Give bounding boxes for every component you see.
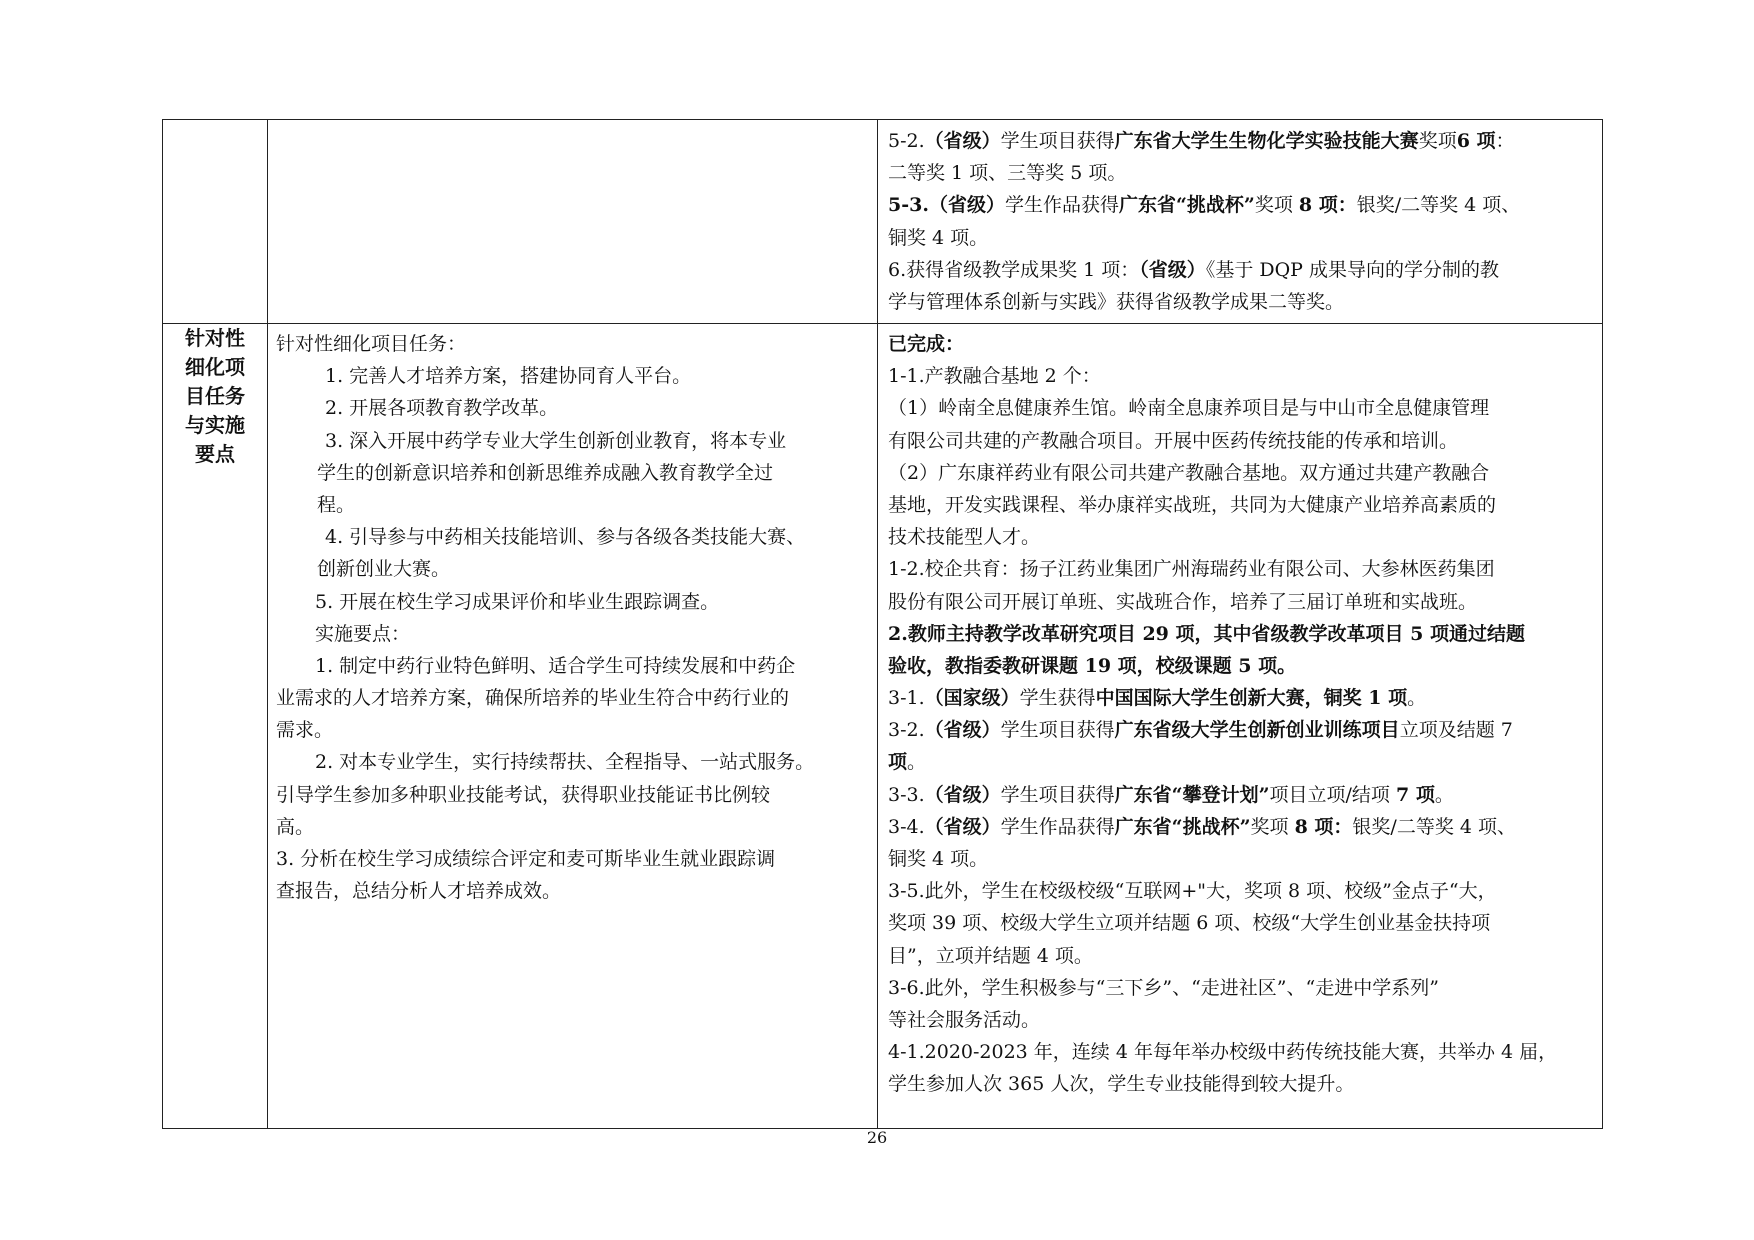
text-run: 3-4. — [888, 815, 925, 838]
row2-tasks-cell — [268, 324, 878, 1129]
text-run: 。 — [907, 751, 927, 774]
text-run: （2）广东康祥药业有限公司共建产教融合基地。双方通过共建产教融合 — [888, 461, 1490, 484]
bold-text-run: 广东省大学生生物化学实验技能大赛 — [1114, 130, 1419, 152]
text-line — [888, 1004, 1596, 1036]
text-run: 学生作品获得 — [1004, 194, 1119, 217]
task-line: 1. 制定中药行业特色鲜明、适合学生可持续发展和中药企 — [315, 654, 796, 677]
text-line — [888, 907, 1596, 939]
bold-text-run: 验收，教指委教研课题 19 项，校级课题 5 项。 — [888, 654, 1297, 677]
text-run: （1）岭南全息健康养生馆。岭南全息康养项目是与中山市全息健康管理 — [888, 397, 1490, 420]
task-line: 5. 开展在校生学习成果评价和毕业生跟踪调查。 — [315, 590, 720, 613]
text-line — [888, 1068, 1596, 1100]
task-line: 学生的创新意识培养和创新思维养成融入教育教学全过 — [317, 461, 774, 484]
text-line — [888, 328, 1596, 360]
text-line — [888, 521, 1596, 553]
text-run: 5-2. — [888, 130, 925, 152]
text-line — [888, 392, 1596, 424]
text-line — [888, 360, 1596, 392]
text-run: 奖项 39 项、校级大学生立项并结题 6 项、校级“大学生创业基金扶持项 — [888, 912, 1491, 935]
task-line: 查报告，总结分析人才培养成效。 — [276, 880, 562, 903]
bold-text-run: 7 项 — [1395, 783, 1435, 806]
table-row — [163, 324, 1603, 1129]
row-label-line: 目任务 — [185, 384, 245, 408]
bold-text-run: 5-3.（省级） — [888, 194, 1005, 217]
text-run: 。 — [1434, 783, 1454, 806]
table-row — [163, 120, 1603, 324]
text-line — [888, 746, 1596, 778]
task-line: 引导学生参加多种职业技能考试，获得职业技能证书比例较 — [276, 783, 771, 806]
text-run: 1-2.校企共育：扬子江药业集团广州海瑞药业有限公司、大参林医药集团 — [888, 558, 1495, 581]
bold-text-run: 8 项： — [1298, 194, 1357, 217]
text-line — [888, 618, 1596, 650]
text-run: 1-1.产教融合基地 2 个： — [888, 365, 1101, 388]
bold-text-run: （国家级） — [924, 687, 1020, 710]
bold-text-run: 中国国际大学生创新大赛，铜奖 1 项 — [1095, 687, 1408, 710]
task-line: 1. 完善人才培养方案，搭建协同育人平台。 — [325, 365, 692, 388]
bold-text-run: （省级） — [924, 783, 1001, 806]
text-line — [888, 972, 1596, 1004]
text-run: 铜奖 4 项。 — [888, 226, 989, 249]
task-line: 4. 引导参与中药相关技能培训、参与各级各类技能大赛、 — [325, 526, 806, 549]
text-line — [888, 811, 1596, 843]
text-line — [888, 779, 1596, 811]
text-run: 奖项 — [1418, 130, 1457, 152]
bold-text-run: 6 项 — [1456, 130, 1496, 152]
task-line: 2. 开展各项教育教学改革。 — [325, 397, 559, 420]
row2-results-cell — [878, 324, 1603, 1129]
row-label-line: 细化项 — [185, 355, 245, 379]
row-label — [163, 324, 267, 469]
task-line: 实施要点： — [315, 622, 411, 645]
page-number: 26 — [866, 1128, 888, 1147]
text-run: 股份有限公司开展订单班、实战班合作，培养了三届订单班和实战班。 — [888, 590, 1478, 613]
text-run: 项目立项/结项 — [1269, 783, 1396, 806]
row1-results-text — [878, 120, 1602, 318]
bold-text-run: 已完成： — [888, 333, 965, 355]
row2-results-text — [878, 324, 1602, 1101]
text-run: 3-1. — [888, 687, 925, 710]
text-run: 学生获得 — [1019, 687, 1096, 710]
bold-text-run: 广东省级大学生创新创业训练项目 — [1114, 719, 1400, 742]
row-label-line: 与实施 — [185, 413, 245, 437]
text-run: 等社会服务活动。 — [888, 1008, 1041, 1031]
task-line: 针对性细化项目任务： — [276, 333, 467, 355]
bold-text-run: （省级） — [924, 815, 1001, 838]
text-run: 学生项目获得 — [1000, 719, 1115, 742]
text-run: 基地，开发实践课程、举办康祥实战班，共同为大健康产业培养高素质的 — [888, 493, 1497, 516]
task-line: 3. 深入开展中药学专业大学生创新创业教育，将本专业 — [325, 429, 787, 452]
text-run: 3-5.此外，学生在校级校级“互联网+"大，奖项 8 项、校级”金点子“大， — [888, 880, 1497, 903]
text-line — [888, 586, 1596, 618]
content-table — [162, 119, 1603, 1129]
text-run: 。 — [1407, 687, 1427, 710]
text-run: 学生项目获得 — [1000, 783, 1115, 806]
text-run: 立项及结题 7 — [1399, 719, 1513, 742]
bold-text-run: 广东省“挑战杯” — [1118, 194, 1255, 217]
task-line: 业需求的人才培养方案，确保所培养的毕业生符合中药行业的 — [276, 687, 790, 710]
text-line — [888, 489, 1596, 521]
text-run: 银奖/二等奖 4 项、 — [1352, 815, 1516, 838]
bold-text-run: （省级） — [924, 719, 1001, 742]
text-run: 6.获得省级教学成果奖 1 项： — [888, 258, 1140, 281]
row1-results-cell — [878, 120, 1603, 324]
text-line — [888, 682, 1596, 714]
text-line — [888, 425, 1596, 457]
text-run: 4-1.2020-2023 年，连续 4 年每年举办校级中药传统技能大赛，共举办 4 届， — [888, 1041, 1558, 1064]
bold-text-run: （省级） — [924, 130, 1001, 152]
task-line: 高。 — [276, 815, 315, 838]
text-run: 3-2. — [888, 719, 925, 742]
text-line — [888, 875, 1596, 907]
text-run: 技术技能型人才。 — [888, 526, 1041, 549]
text-line — [888, 189, 1596, 221]
bold-text-run: （省级） — [1139, 258, 1206, 281]
text-line — [888, 457, 1596, 489]
text-run: 有限公司共建的产教融合项目。开展中医药传统技能的传承和培训。 — [888, 429, 1459, 452]
task-line: 3. 分析在校生学习成绩综合评定和麦可斯毕业生就业跟踪调 — [276, 848, 776, 870]
bold-text-run: 广东省“攀登计划” — [1114, 783, 1270, 806]
text-line — [888, 553, 1596, 585]
text-run: 《基于 DQP 成果导向的学分制的教 — [1205, 258, 1499, 281]
task-line: 程。 — [317, 493, 356, 516]
text-run: 学与管理体系创新与实践》获得省级教学成果二等奖。 — [888, 290, 1345, 313]
text-run: 目”，立项并结题 4 项。 — [888, 944, 1093, 967]
row-label-line: 针对性 — [185, 326, 245, 350]
bold-text-run: 2.教师主持教学改革研究项目 29 项，其中省级教学改革项目 5 项通过结题 — [888, 622, 1525, 645]
text-run: 学生作品获得 — [1000, 815, 1115, 838]
text-line — [888, 940, 1596, 972]
task-line: 需求。 — [276, 719, 334, 742]
row2-tasks-text — [268, 324, 877, 907]
bold-text-run: 8 项： — [1294, 815, 1353, 838]
row-label-line: 要点 — [195, 442, 235, 466]
text-line — [888, 1036, 1596, 1068]
text-run: 3-3. — [888, 783, 925, 806]
text-line — [888, 714, 1596, 746]
task-line: 创新创业大赛。 — [317, 558, 451, 581]
row2-label-cell — [163, 324, 268, 1129]
text-run: 学生参加人次 365 人次，学生专业技能得到较大提升。 — [888, 1073, 1355, 1096]
text-line — [888, 843, 1596, 875]
text-run: 3-6.此外，学生积极参与“三下乡”、“走进社区”、“走进中学系列” — [888, 976, 1439, 999]
task-line: 2. 对本专业学生，实行持续帮扶、全程指导、一站式服务。 — [315, 751, 815, 774]
bold-text-run: 项 — [888, 751, 908, 774]
row1-label-cell — [163, 120, 268, 324]
text-line — [888, 222, 1596, 254]
text-run: 银奖/二等奖 4 项、 — [1356, 194, 1521, 217]
row1-tasks-cell — [268, 120, 878, 324]
text-line — [888, 157, 1596, 189]
text-run: 奖项 — [1250, 815, 1295, 838]
text-line — [888, 286, 1596, 318]
bold-text-run: 广东省“挑战杯” — [1114, 815, 1251, 838]
text-run: ： — [1495, 130, 1515, 152]
text-line — [888, 254, 1596, 286]
text-run: 奖项 — [1254, 194, 1299, 217]
text-run: 铜奖 4 项。 — [888, 848, 989, 870]
text-line — [888, 125, 1596, 157]
text-run: 学生项目获得 — [1000, 130, 1115, 152]
text-run: 二等奖 1 项、三等奖 5 项。 — [888, 162, 1127, 185]
text-line — [888, 650, 1596, 682]
